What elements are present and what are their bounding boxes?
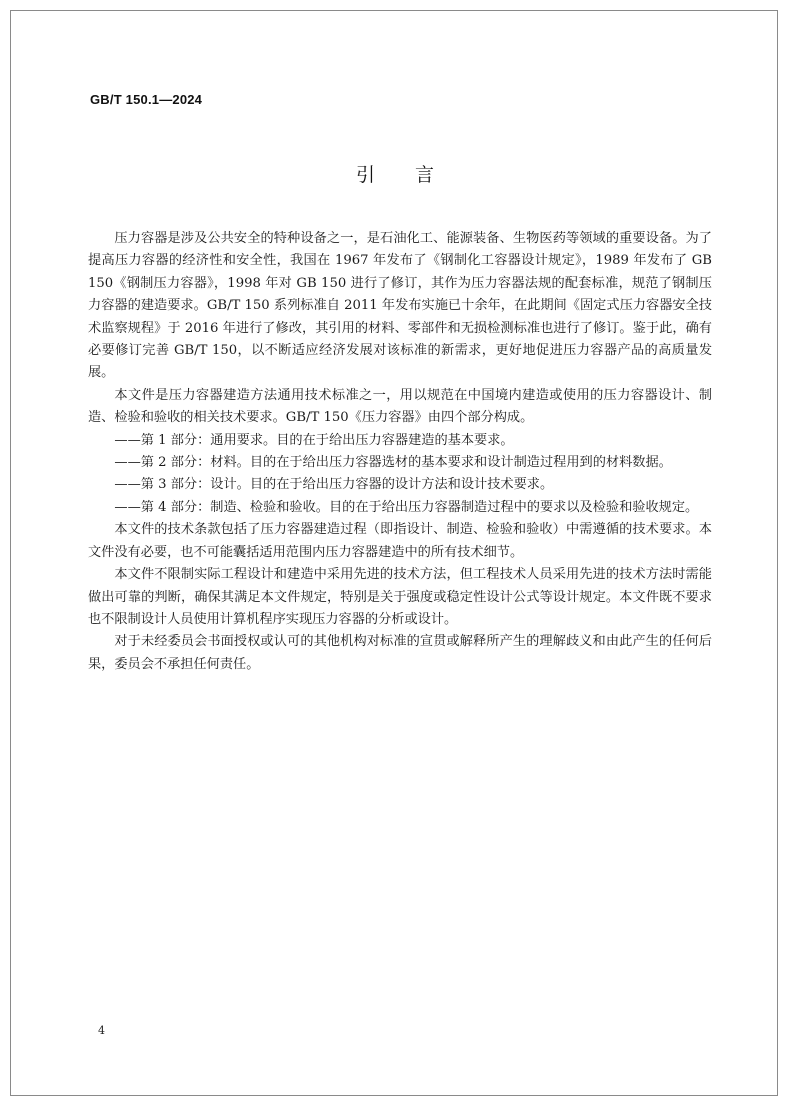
section-title: 引言	[355, 164, 474, 186]
paragraph-scope: 本文件是压力容器建造方法通用技术标准之一，用以规范在中国境内建造或使用的压力容器设计、制造、检验和验收的相关技术要求。GB/T 150《压力容器》由四个部分构成。	[88, 387, 712, 426]
list-item-part-2: ——第 2 部分：材料。目的在于给出压力容器选材的基本要求和设计制造过程用到的材料数据。	[114, 455, 672, 471]
document-code: GB/T 150.1—2024	[90, 92, 203, 107]
paragraph-advanced-methods: 本文件不限制实际工程设计和建造中采用先进的技术方法，但工程技术人员采用先进的技术方法时需能做出可靠的判断，确保其满足本文件规定，特别是关于强度或稳定性设计公式等设计规定。本文件既不要求也不限制设计人员使用计算机程序实现压力容器的分析或设计。	[88, 567, 712, 627]
list-item-part-1: ——第 1 部分：通用要求。目的在于给出压力容器建造的基本要求。	[114, 432, 514, 448]
list-item-part-3: ——第 3 部分：设计。目的在于给出压力容器的设计方法和设计技术要求。	[114, 477, 554, 493]
list-item-part-4: ——第 4 部分：制造、检验和验收。目的在于给出压力容器制造过程中的要求以及检验和验收规定。	[114, 499, 699, 515]
introduction-body	[88, 228, 712, 676]
page-number: 4	[98, 1024, 105, 1037]
paragraph-disclaimer: 对于未经委员会书面授权或认可的其他机构对标准的宣贯或解释所产生的理解歧义和由此产生的任何后果，委员会不承担任何责任。	[88, 634, 712, 672]
paragraph-technical-clauses: 本文件的技术条款包括了压力容器建造过程（即指设计、制造、检验和验收）中需遵循的技术要求。本文件没有必要，也不可能囊括适用范围内压力容器建造中的所有技术细节。	[88, 522, 712, 560]
paragraph-background: 压力容器是涉及公共安全的特种设备之一，是石油化工、能源装备、生物医药等领域的重要设备。为了提高压力容器的经济性和安全性，我国在 1967 年发布了《钢制化工容器设计规定》，1989 年发布了 GB 150《钢制压力容器》，1998 年对 GB 150 进行了修订，其作为压力容器法规的配套标准，规范了钢制压力容器的建造要求。GB/T 150 系列标准自 2011 年发布实施已十余年，在此期间《固定式压力容器安全技术监察规程》于 2016 年进行了修改，其引用的材料、零部件和无损检测标准也进行了修订。鉴于此，确有必要修订完善 GB/T 150，以不断适应经济发展对该标准的新需求，更好地促进压力容器产品的高质量发展。	[88, 231, 712, 381]
